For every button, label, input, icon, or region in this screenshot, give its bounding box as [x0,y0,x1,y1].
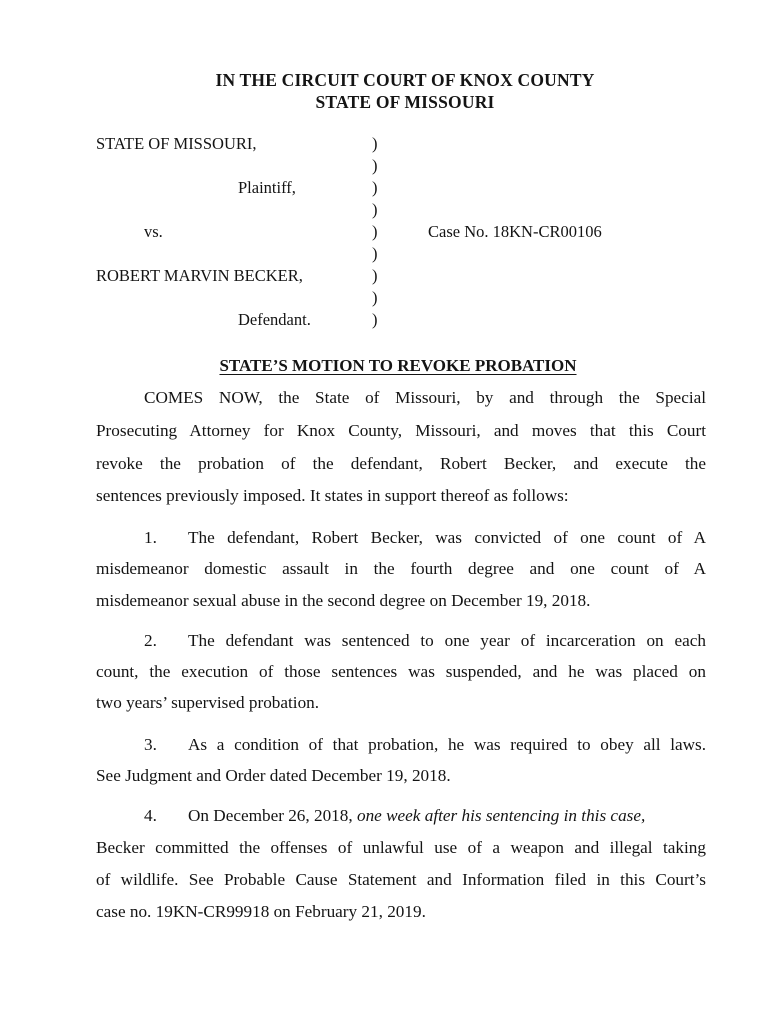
paragraph-line: misdemeanor domestic assault in the fourth degree and one count of A [96,559,706,578]
caption-paren: ) [372,222,378,241]
plaintiff-role: Plaintiff, [238,178,296,197]
intro-line: revoke the probation of the defendant, Robert Becker, and execute the [96,454,706,473]
court-name: IN THE CIRCUIT COURT OF KNOX COUNTY [215,70,595,90]
date-phrase: On December 26, 2018, [188,806,357,825]
caption-paren: ) [372,156,378,175]
paragraph-line: The defendant was sentenced to one year of incarceration on each [188,631,706,650]
paragraph-line: As a condition of that probation, he was required to obey all laws. [188,735,706,754]
intro-line: COMES NOW, the State of Missouri, by and through the Special [144,388,706,407]
paragraph-line: count, the execution of those sentences was suspended, and he was placed on [96,662,706,681]
defendant-role: Defendant. [238,310,311,329]
paragraph-line: two years’ supervised probation. [96,693,320,712]
paragraph-line: misdemeanor sexual abuse in the second degree on December 19, 2018. [96,591,591,610]
paragraph-number: 1. [144,528,157,547]
caption-paren: ) [372,288,378,307]
caption-paren: ) [372,200,378,219]
emphasis-phrase: one week after his sentencing in this case, [356,806,646,825]
caption-paren: ) [372,244,378,263]
caption-paren: ) [372,266,378,285]
intro-line: sentences previously imposed. It states in support thereof as follows: [96,486,569,505]
caption-paren: ) [372,134,378,153]
versus-label: vs. [144,222,163,241]
paragraph-line: case no. 19KN-CR99918 on February 21, 2019. [96,902,426,921]
paragraph-number: 4. [144,806,157,825]
caption-paren: ) [372,310,378,329]
paragraph-line: of wildlife. See Probable Cause Statement and Information filed in this Court’s [96,870,706,889]
paragraph-line [188,806,706,826]
intro-line: Prosecuting Attorney for Knox County, Missouri, and moves that this Court [96,421,706,440]
paragraph-number: 3. [144,735,157,754]
paragraph-line: The defendant, Robert Becker, was convicted of one count of A [188,528,706,547]
paragraph-line: Becker committed the offenses of unlawful use of a weapon and illegal taking [96,838,706,857]
paragraph-number: 2. [144,631,157,650]
motion-title: STATE’S MOTION TO REVOKE PROBATION [219,356,577,375]
plaintiff-name: STATE OF MISSOURI, [96,134,257,153]
court-state: STATE OF MISSOURI [315,92,495,112]
paragraph-line: See Judgment and Order dated December 19, 2018. [96,766,451,785]
defendant-name: ROBERT MARVIN BECKER, [96,266,303,285]
case-number: Case No. 18KN-CR00106 [428,222,602,241]
caption-paren: ) [372,178,378,197]
